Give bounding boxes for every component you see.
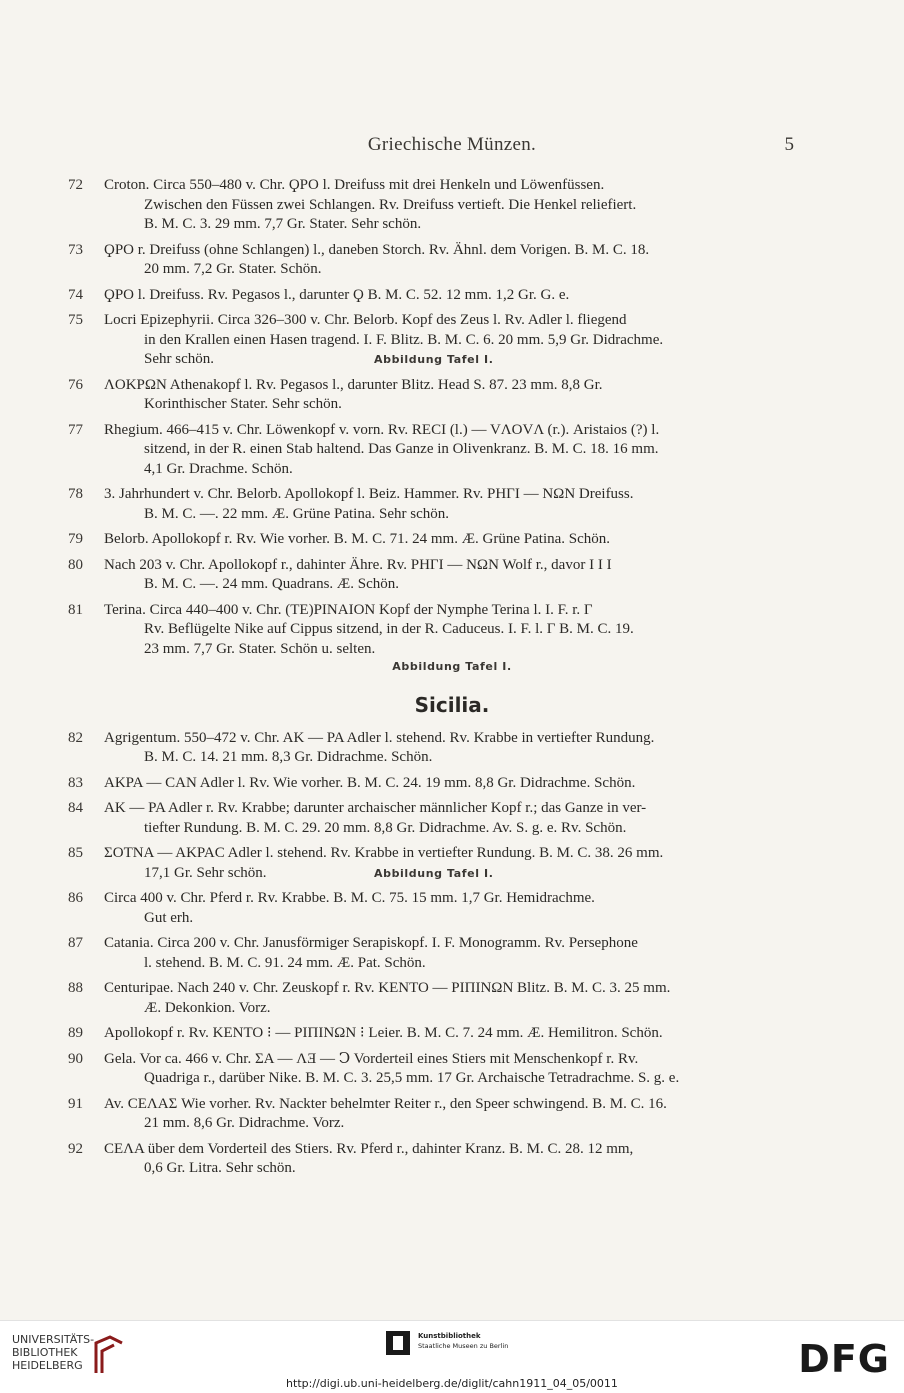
entry-number: 82	[68, 729, 83, 746]
entry-line: Locri Epizephyrii. Circa 326–300 v. Chr. Belorb. Kopf des Zeus l. Rv. Adler l. fliegend	[104, 312, 627, 328]
entry-line: tiefter Rundung. B. M. C. 29. 20 mm. 8,8 Gr. Didrachme. Av. S. g. e. Rv. Schön.	[144, 819, 627, 836]
entry-line: Rv. Beflügelte Nike auf Cippus sitzend, in der R. Caduceus. I. F. l. Γ B. M. C. 19.	[144, 621, 634, 637]
entry-number: 74	[68, 286, 83, 303]
entry-number: 75	[68, 312, 83, 328]
entry-number: 91	[68, 1095, 83, 1112]
entry-line: Belorb. Apollokopf r. Rv. Wie vorher. B. M. C. 71. 24 mm. Æ. Grüne Patina. Schön.	[104, 531, 611, 547]
entry-line: 17,1 Gr. Sehr schön.	[144, 864, 267, 881]
entry-line: sitzend, in der R. einen Stab haltend. Das Ganze in Olivenkranz. B. M. C. 18. 16 mm.	[144, 441, 659, 457]
entry-line: 23 mm. 7,7 Gr. Stater. Schön u. selten.	[144, 640, 376, 657]
entry-number: 90	[68, 1050, 83, 1067]
kb-subtitle: Staatliche Museen zu Berlin	[418, 1342, 509, 1350]
entry-number: 79	[68, 531, 83, 547]
entry-number: 80	[68, 556, 83, 573]
university-line-1: UNIVERSITÄTS-	[12, 1333, 95, 1346]
catalogue-entry	[0, 729, 796, 768]
entry-number: 77	[68, 421, 83, 438]
entry-line: Korinthischer Stater. Sehr schön.	[144, 396, 342, 412]
entry-number: 92	[68, 1140, 83, 1157]
entry-line: 0,6 Gr. Litra. Sehr schön.	[144, 1160, 296, 1176]
entry-number: 86	[68, 890, 83, 906]
catalogue-entry	[0, 601, 796, 677]
catalogue-entry	[0, 979, 796, 1018]
running-head: Griechische Münzen.	[367, 134, 537, 155]
entry-line: Av. CEΛAΣ Wie vorher. Rv. Nackter behelmter Reiter r., den Speer schwingend. B. M. C. 16.	[104, 1095, 667, 1112]
catalogue-entry	[0, 799, 796, 838]
entry-line: CEΛA über dem Vorderteil des Stiers. Rv. Pferd r., dahinter Kranz. B. M. C. 28. 12 mm,	[104, 1140, 634, 1157]
entry-line: ϘPO r. Dreifuss (ohne Schlangen) l., daneben Storch. Rv. Ähnl. dem Vorigen. B. M. C. 18.	[104, 241, 650, 258]
footer-bar	[0, 1320, 904, 1393]
catalogue-entry	[0, 311, 796, 370]
entry-number: 85	[68, 845, 83, 861]
catalogue-entry	[0, 1050, 796, 1089]
entry-number: 84	[68, 800, 83, 816]
catalogue-entry	[0, 485, 796, 524]
entry-line: Croton. Circa 550–480 v. Chr. ϘPO l. Dreifuss mit drei Henkeln und Löwenfüssen.	[104, 177, 605, 193]
kunstbibliothek-mark-icon	[386, 1331, 410, 1355]
entry-line-with-note	[104, 350, 796, 370]
entry-line: Gut erh.	[144, 909, 194, 926]
entry-line: ϘPO l. Dreifuss. Rv. Pegasos l., darunter Ϙ B. M. C. 52. 12 mm. 1,2 Gr. G. e.	[104, 286, 570, 303]
entry-number: 89	[68, 1025, 83, 1041]
entry-line: in den Krallen einen Hasen tragend. I. F. Blitz. B. M. C. 6. 20 mm. 5,9 Gr. Didrachme.	[144, 331, 664, 348]
catalogue-entry	[0, 934, 796, 973]
sicilia-entries	[0, 729, 904, 1179]
entry-line: Zwischen den Füssen zwei Schlangen. Rv. Dreifuss vertieft. Die Henkel reliefiert.	[144, 196, 637, 213]
entry-number: 78	[68, 486, 83, 502]
entry-line: Gela. Vor ca. 466 v. Chr. ƩA — ΛƎ — Ↄ Vorderteil eines Stiers mit Menschenkopf r. Rv.	[104, 1050, 639, 1067]
entry-line: ΛOKPΩN Athenakopf l. Rv. Pegasos l., darunter Blitz. Head S. 87. 23 mm. 8,8 Gr.	[104, 376, 603, 393]
university-mark-icon	[92, 1333, 126, 1377]
entry-line: 20 mm. 7,2 Gr. Stater. Schön.	[144, 261, 322, 277]
entry-line: l. stehend. B. M. C. 91. 24 mm. Æ. Pat. Schön.	[144, 954, 426, 971]
entry-number: 83	[68, 774, 83, 791]
entry-number: 88	[68, 980, 83, 996]
catalogue-entry	[0, 774, 796, 794]
catalogue-entry	[0, 889, 796, 928]
section-title: Sicilia.	[414, 692, 490, 717]
catalogue-entry	[0, 241, 796, 280]
entry-line: B. M. C. 3. 29 mm. 7,7 Gr. Stater. Sehr schön.	[144, 216, 422, 232]
entry-line: Nach 203 v. Chr. Apollokopf r., dahinter Ähre. Rv. PHΓI — NΩN Wolf r., davor I I I	[104, 556, 612, 573]
entry-line: Sehr schön.	[144, 351, 214, 367]
entry-line: 3. Jahrhundert v. Chr. Belorb. Apollokopf l. Beiz. Hammer. Rv. PHΓI — NΩN Dreifuss.	[104, 486, 634, 502]
plate-reference: Abbildung Tafel I.	[392, 660, 512, 673]
entry-line: Quadriga r., darüber Nike. B. M. C. 3. 25,5 mm. 17 Gr. Archaische Tetradrachme. S. g. e.	[144, 1070, 680, 1086]
entry-line: Apollokopf r. Rv. KENTO ⁝ — PIΠINΩN ⁝ Leier. B. M. C. 7. 24 mm. Æ. Hemilitron. Schön.	[104, 1025, 663, 1041]
catalogue-entry	[0, 1095, 796, 1134]
university-line-3: HEIDELBERG	[12, 1359, 83, 1372]
entry-line: AKPA — CAN Adler l. Rv. Wie vorher. B. M. C. 24. 19 mm. 8,8 Gr. Didrachme. Schön.	[104, 774, 636, 791]
entry-line: Æ. Dekonkion. Vorz.	[144, 999, 271, 1016]
catalogue-entry	[0, 376, 796, 415]
entry-number: 72	[68, 177, 83, 193]
entry-line: ƩOTNA — AKPAC Adler l. stehend. Rv. Krabbe in vertiefter Rundung. B. M. C. 38. 26 mm.	[104, 845, 664, 861]
entry-line: Circa 400 v. Chr. Pferd r. Rv. Krabbe. B. M. C. 75. 15 mm. 1,7 Gr. Hemidrachme.	[104, 890, 595, 906]
plate-reference: Abbildung Tafel I.	[374, 353, 494, 366]
entry-line: B. M. C. 14. 21 mm. 8,3 Gr. Didrachme. Schön.	[144, 749, 433, 765]
entry-line: 4,1 Gr. Drachme. Schön.	[144, 460, 293, 477]
catalogue-entries	[0, 176, 904, 1185]
catalogue-entry	[0, 556, 796, 595]
entry-line: Terina. Circa 440–400 v. Chr. (TE)PINAION Kopf der Nymphe Terina l. I. F. r. Γ	[104, 601, 593, 618]
entry-number: 81	[68, 601, 83, 618]
permalink-url[interactable]: http://digi.ub.uni-heidelberg.de/diglit/cahn1911_04_05/0011	[286, 1377, 618, 1390]
entry-line: 21 mm. 8,6 Gr. Didrachme. Vorz.	[144, 1115, 345, 1131]
plate-reference: Abbildung Tafel I.	[374, 866, 494, 880]
entry-line-with-note	[104, 864, 796, 884]
entry-line: B. M. C. —. 24 mm. Quadrans. Æ. Schön.	[144, 576, 399, 592]
university-line-2: BIBLIOTHEK	[12, 1346, 78, 1359]
entry-line: B. M. C. —. 22 mm. Æ. Grüne Patina. Sehr schön.	[144, 505, 449, 522]
dfg-logo[interactable]: DFG	[798, 1337, 890, 1381]
catalogue-entry	[0, 286, 796, 306]
catalogue-entry	[0, 1024, 796, 1044]
university-library-logo[interactable]	[12, 1333, 94, 1372]
catalogue-entry	[0, 844, 796, 883]
entry-line: Catania. Circa 200 v. Chr. Janusförmiger Serapiskopf. I. F. Monogramm. Rv. Persephone	[104, 935, 638, 951]
catalogue-entry	[0, 421, 796, 480]
entry-number: 87	[68, 935, 83, 951]
entry-line: Rhegium. 466–415 v. Chr. Löwenkopf v. vorn. Rv. RECI (l.) — VΛOVΛ (r.). Aristaios (?) l.	[104, 421, 660, 438]
entry-number: 73	[68, 241, 83, 258]
kunstbibliothek-logo[interactable]	[418, 1331, 508, 1351]
catalogue-entry	[0, 530, 796, 550]
entry-line: Centuripae. Nach 240 v. Chr. Zeuskopf r. Rv. KENTO — PIΠINΩN Blitz. B. M. C. 3. 25 mm.	[104, 980, 671, 996]
kb-title: Kunstbibliothek	[418, 1332, 481, 1340]
entry-number: 76	[68, 376, 83, 393]
catalogue-entry	[0, 1140, 796, 1179]
entry-line: AK — PA Adler r. Rv. Krabbe; darunter archaischer männlicher Kopf r.; das Ganze in ver-	[104, 800, 647, 816]
italy-entries	[0, 176, 904, 677]
page-number: 5	[784, 134, 794, 155]
entry-line: Agrigentum. 550–472 v. Chr. AK — PA Adler l. stehend. Rv. Krabbe in vertiefter Rundung.	[104, 729, 655, 746]
catalogue-entry	[0, 176, 796, 235]
